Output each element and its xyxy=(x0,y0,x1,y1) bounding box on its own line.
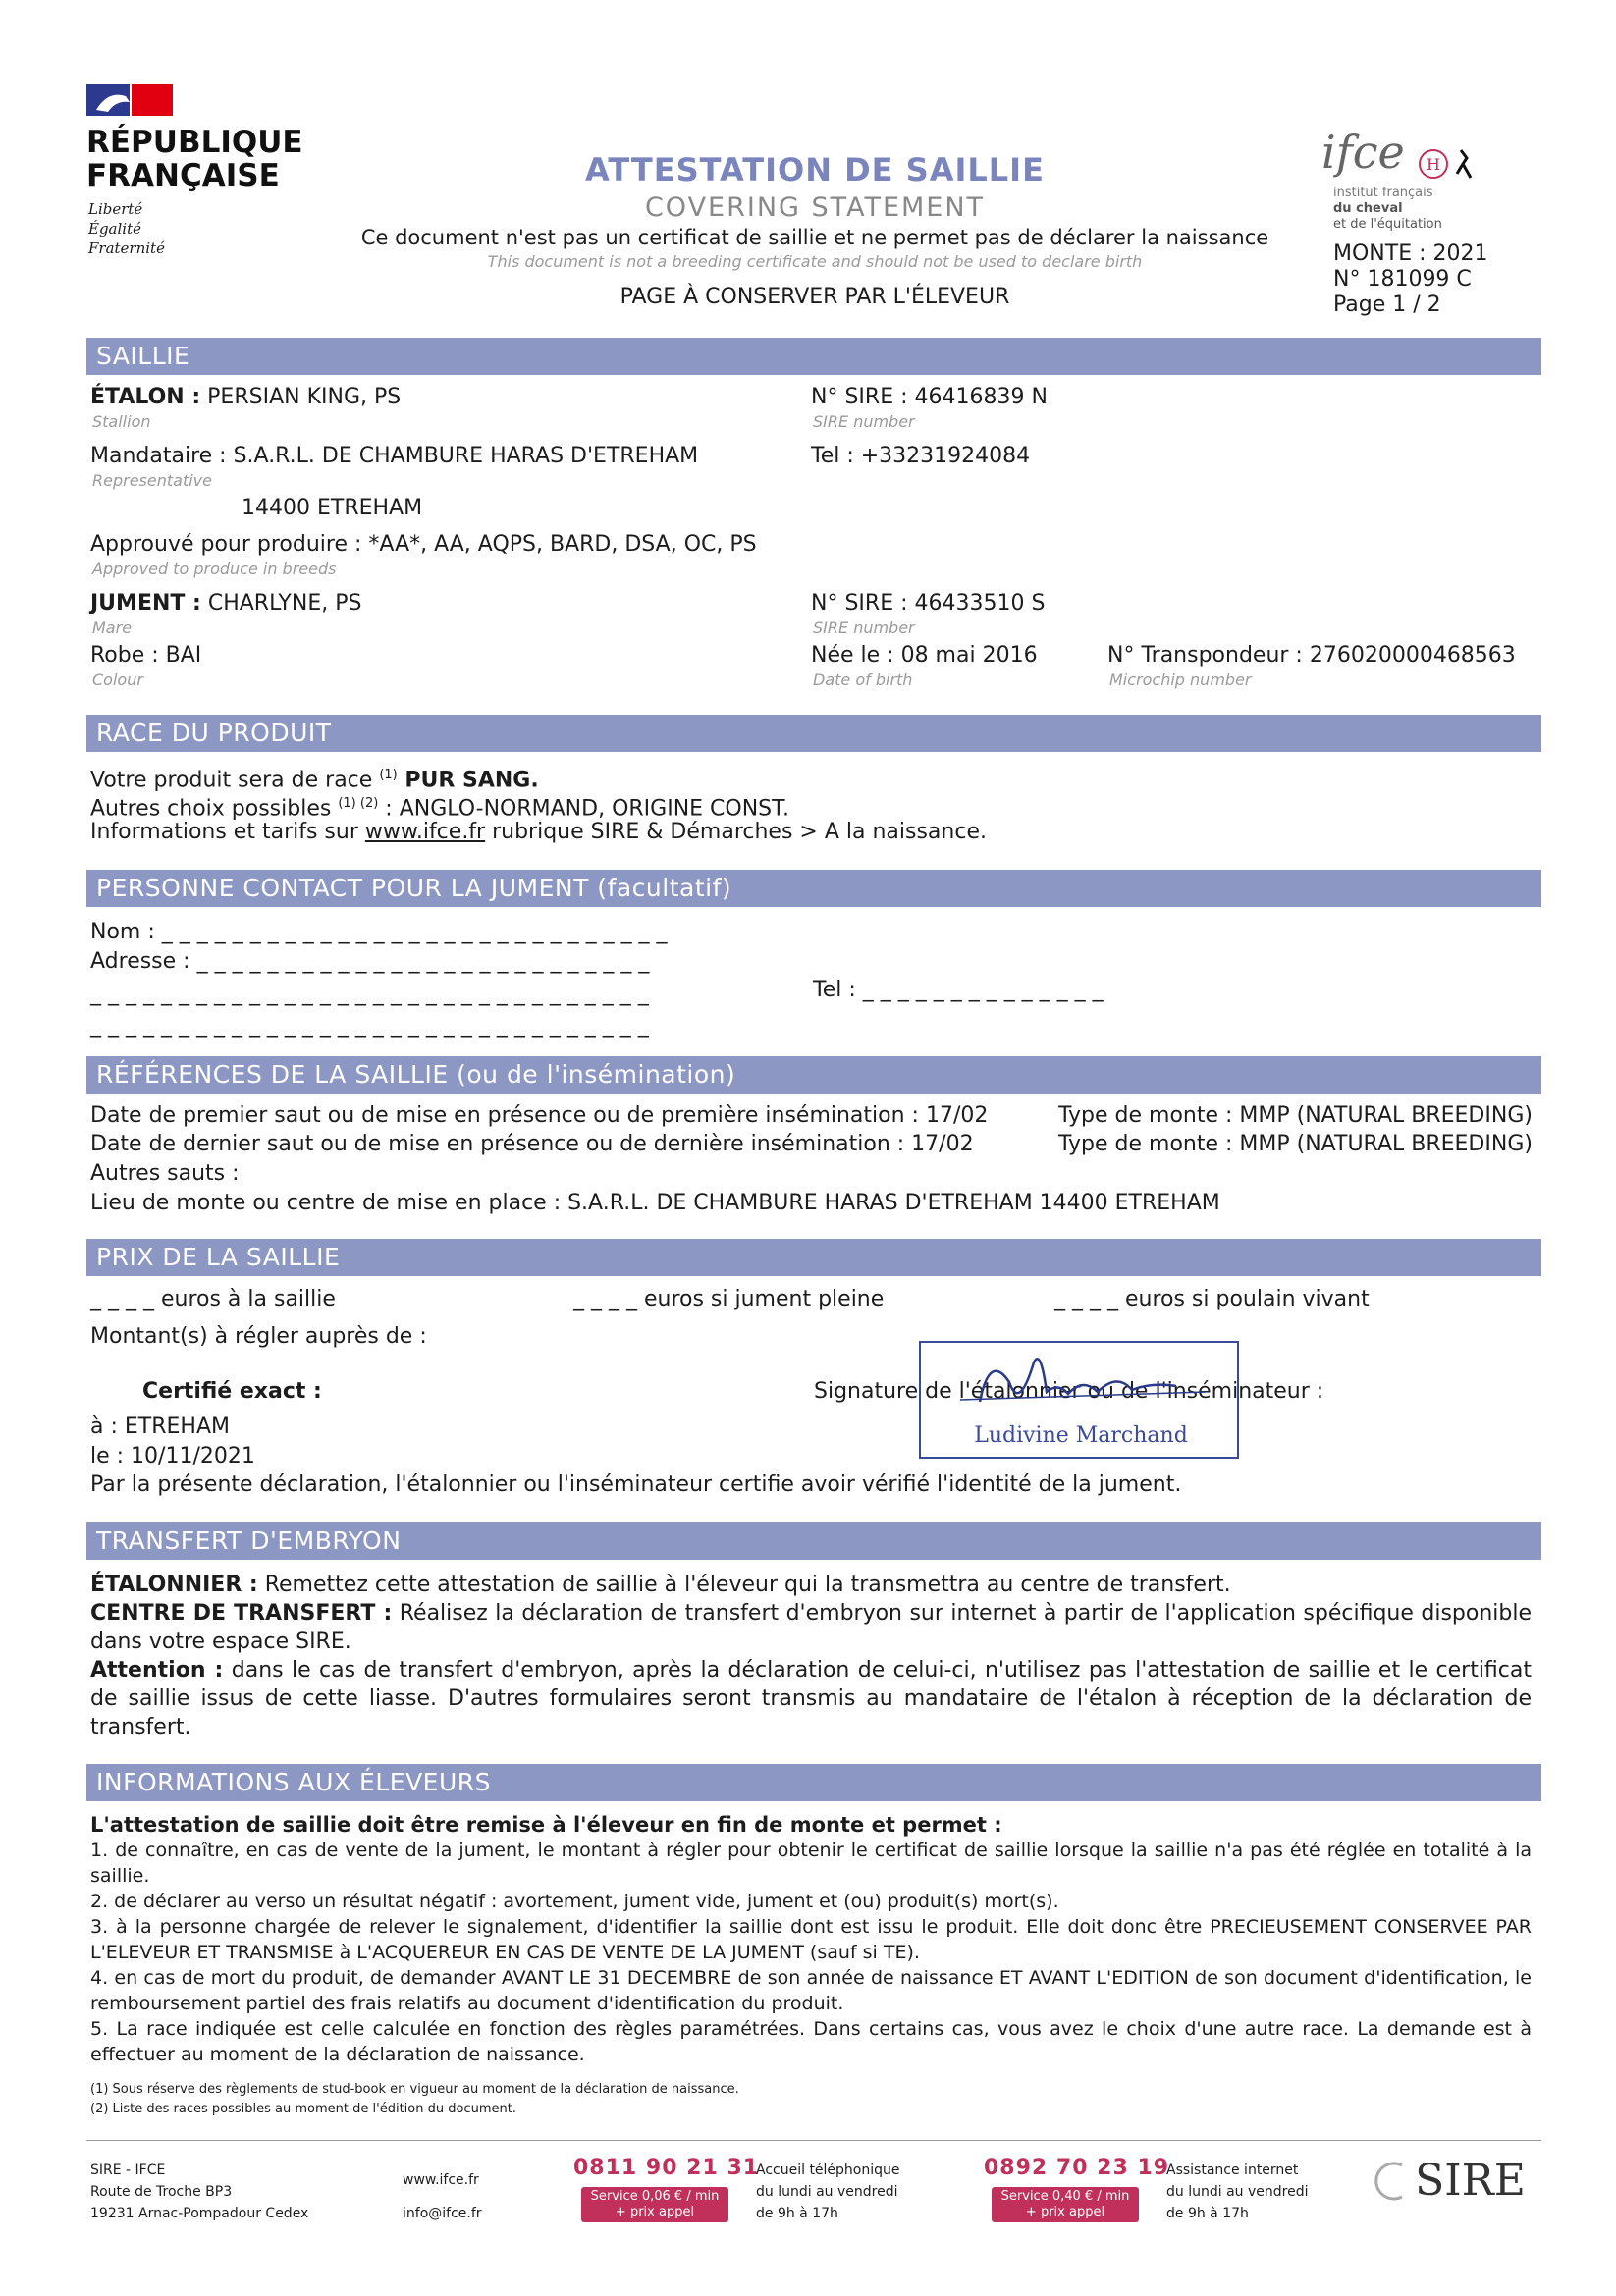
republique-name-2: FRANÇAISE xyxy=(86,158,280,193)
footer-email[interactable]: info@ifce.fr xyxy=(403,2206,482,2221)
price-if-live-foal: _ _ _ _ euros si poulain vivant xyxy=(1054,1287,1370,1311)
page-number: Page 1 / 2 xyxy=(1333,293,1441,317)
sire-logo xyxy=(1374,2156,1526,2206)
ifce-logo-text: ifce xyxy=(1321,126,1405,179)
infos-item-5: 5. La race indiquée est celle calculée en fonction des règles paramétrées. Dans certains cas, vous avez le choix d'une autre race. La demande est à effectuer au moment de la déclaration de naissance. xyxy=(90,2018,1532,2065)
infos-item-3: 3. à la personne chargée de relever le signalement, d'identifier la saillie dont est issu le produit. Elle doit donc être PRECIEUSEMENT CONSERVEE PAR L'ELEVEUR ET TRANSMISE à L'ACQUEREUR EN CAS DE VENTE DE LA JUMENT (sauf si TE). xyxy=(90,1916,1532,1963)
type-monte-2: Type de monte : MMP (NATURAL BREEDING) xyxy=(1058,1132,1533,1156)
certified-label: Certifié exact : xyxy=(142,1379,322,1404)
mandataire-address: 14400 ETREHAM xyxy=(242,496,423,520)
section-infos-heading: INFORMATIONS AUX ÉLEVEURS xyxy=(96,1768,492,1796)
sire-brand: SIRE xyxy=(1415,2156,1526,2206)
sire-arc-icon xyxy=(1374,2160,1410,2203)
document-subtitle: COVERING STATEMENT xyxy=(644,192,986,223)
transfert-etalonnier-text: Remettez cette attestation de saillie à l'éleveur qui la transmettra au centre de transfert. xyxy=(257,1573,1231,1597)
ifce-sub-1: institut français xyxy=(1333,186,1433,200)
footer-org-1: SIRE - IFCE xyxy=(90,2163,166,2178)
section-references-heading: RÉFÉRENCES DE LA SAILLIE (ou de l'insémination) xyxy=(96,1060,736,1089)
phone-2[interactable]: 0892 70 23 19 xyxy=(984,2156,1170,2180)
contact-name-field[interactable]: Nom : _ _ _ _ _ _ _ _ _ _ _ _ _ _ _ _ _ _ _ _ _ _ _ _ _ _ _ _ _ xyxy=(90,920,668,944)
ifce-link[interactable]: www.ifce.fr xyxy=(364,820,486,844)
last-date: Date de dernier saut ou de mise en présence ou de dernière insémination : 17/02 xyxy=(90,1132,974,1156)
signature-label: Signature de l'étalonnier ou de l'inséminateur : xyxy=(814,1379,1324,1404)
birth-date-en: Date of birth xyxy=(813,670,913,689)
republique-logo xyxy=(86,82,175,122)
transfert-para-1 xyxy=(90,1571,1532,1599)
transponder: N° Transpondeur : 276020000468563 xyxy=(1107,643,1516,667)
transfert-etalonnier-label: ÉTALONNIER : xyxy=(90,1573,258,1597)
footer-divider xyxy=(86,2140,1541,2141)
phone-1-pricing-1: Service 0,06 € / min xyxy=(590,2189,720,2204)
first-date: Date de premier saut ou de mise en présence ou de première insémination : 17/02 xyxy=(90,1103,989,1128)
footnote-1: (1) Sous réserve des règlements de stud-book en vigueur au moment de la déclaration de naissance. xyxy=(90,2082,739,2097)
phone-2-pricing-1: Service 0,40 € / min xyxy=(1000,2189,1130,2204)
infos-item-4: 4. en cas de mort du produit, de demander AVANT LE 31 DECEMBRE de son année de naissance ET AVANT L'EDITION de son document d'identification, le remboursement partiel des frais relatifs au document d'identification du produit. xyxy=(90,1967,1532,2014)
contact-address-line-3[interactable]: _ _ _ _ _ _ _ _ _ _ _ _ _ _ _ _ _ _ _ _ _ _ _ _ _ _ _ _ _ _ _ _ xyxy=(90,1013,649,1038)
mandataire: Mandataire : S.A.R.L. DE CHAMBURE HARAS D'ETREHAM xyxy=(90,444,699,468)
motto-1: Liberté xyxy=(88,200,143,218)
keep-notice: PAGE À CONSERVER PAR L'ÉLEVEUR xyxy=(619,285,1010,309)
ifce-logo xyxy=(1321,126,1488,184)
transfert-para-3 xyxy=(90,1656,1532,1741)
section-race-bar xyxy=(86,715,1541,752)
phone-2-pricing xyxy=(992,2187,1139,2222)
section-contact-bar xyxy=(86,870,1541,907)
declaration: Par la présente déclaration, l'étalonnier ou l'inséminateur certifie avoir vérifié l'identité de la jument. xyxy=(90,1472,1182,1497)
phone-1-desc-1: Accueil téléphonique xyxy=(756,2163,900,2178)
infos-item-1: 1. de connaître, en cas de vente de la jument, le montant à régler pour obtenir le certificat de saillie lorsque la saillie n'a pas été réglée en totalité à la saillie. xyxy=(90,1840,1532,1887)
race-line-1-text: Votre produit sera de race xyxy=(90,768,380,793)
contact-address-line-2[interactable]: _ _ _ _ _ _ _ _ _ _ _ _ _ _ _ _ _ _ _ _ _ _ _ _ _ _ _ _ _ _ _ _ xyxy=(90,982,649,1006)
amount-payable-to: Montant(s) à régler auprès de : xyxy=(90,1324,427,1349)
etalon-sire-en: SIRE number xyxy=(813,412,915,431)
etalon-en: Stallion xyxy=(92,412,151,431)
jument-en: Mare xyxy=(92,618,133,637)
transfert-centre-text: Réalisez la déclaration de transfert d'embryon sur internet à partir de l'application spécifique disponible dans votre espace SIRE. xyxy=(90,1601,1532,1654)
disclaimer: Ce document n'est pas un certificat de saillie et ne permet pas de déclarer la naissance xyxy=(360,226,1269,249)
section-transfert-heading: TRANSFERT D'EMBRYON xyxy=(96,1526,402,1555)
jument-sire-en: SIRE number xyxy=(813,618,915,637)
transfert-attention-label: Attention : xyxy=(90,1658,224,1682)
phone-2-desc-2: du lundi au vendredi xyxy=(1166,2184,1309,2200)
transfert-centre-label: CENTRE DE TRANSFERT : xyxy=(90,1601,393,1626)
approved-breeds-en: Approved to produce in breeds xyxy=(92,560,337,578)
jument-label: JUMENT : xyxy=(90,591,201,615)
marianne-flag-icon xyxy=(86,82,175,118)
infos-intro: L'attestation de saillie doit être remise à l'éleveur en fin de monte et permet : xyxy=(90,1813,1002,1837)
svg-text:H: H xyxy=(1426,154,1440,174)
signed-on: le : 10/11/2021 xyxy=(90,1444,255,1468)
section-references-bar xyxy=(86,1056,1541,1094)
motto-3: Fraternité xyxy=(88,240,165,257)
footer-org-2: Route de Troche BP3 xyxy=(90,2184,233,2200)
section-contact-heading: PERSONNE CONTACT POUR LA JUMENT (facultatif) xyxy=(96,874,732,902)
section-prix-heading: PRIX DE LA SAILLIE xyxy=(96,1243,341,1271)
price-if-pregnant: _ _ _ _ euros si jument pleine xyxy=(573,1287,885,1311)
footnote-2: (2) Liste des races possibles au moment de l'édition du document. xyxy=(90,2102,516,2116)
phone-1[interactable]: 0811 90 21 31 xyxy=(573,2156,760,2180)
etalon-value: PERSIAN KING, PS xyxy=(200,385,402,409)
phone-2-desc-3: de 9h à 17h xyxy=(1166,2206,1249,2221)
ifce-sub-2: du cheval xyxy=(1333,201,1403,216)
phone-1-pricing-2: + prix appel xyxy=(615,2205,695,2219)
etalon-sire: N° SIRE : 46416839 N xyxy=(811,385,1048,409)
section-transfert-bar xyxy=(86,1522,1541,1560)
ifce-sub-3: et de l'équitation xyxy=(1333,217,1442,232)
footer-web[interactable]: www.ifce.fr xyxy=(403,2172,479,2188)
race-value: PUR SANG. xyxy=(397,768,539,793)
infos-item-2: 2. de déclarer au verso un résultat négatif : avortement, jument vide, jument et (ou) produit(s) mort(s). xyxy=(90,1891,1059,1912)
phone-1-desc-2: du lundi au vendredi xyxy=(756,2184,898,2200)
robe: Robe : BAI xyxy=(90,643,202,667)
race-line-3-text: Informations et tarifs sur xyxy=(90,820,365,844)
document-title: ATTESTATION DE SAILLIE xyxy=(585,151,1045,188)
race-line-2 xyxy=(90,791,789,822)
price-per-service: _ _ _ _ euros à la saillie xyxy=(90,1287,336,1311)
handwritten-signature-icon xyxy=(921,1343,1241,1421)
etalon-line xyxy=(90,385,401,410)
mandataire-tel: Tel : +33231924084 xyxy=(811,444,1031,468)
phone-2-pricing-2: + prix appel xyxy=(1025,2205,1105,2219)
footnote-ref-2: (1) (2) xyxy=(338,796,379,811)
race-line-2-text: Autres choix possibles xyxy=(90,796,339,822)
phone-1-desc-3: de 9h à 17h xyxy=(756,2206,838,2221)
section-prix-bar xyxy=(86,1239,1541,1276)
republique-name-1: RÉPUBLIQUE xyxy=(86,125,303,160)
transponder-en: Microchip number xyxy=(1109,670,1252,689)
jument-sire: N° SIRE : 46433510 S xyxy=(811,591,1046,615)
phone-2-desc-1: Assistance internet xyxy=(1166,2163,1299,2178)
signature-stamp xyxy=(919,1341,1239,1459)
race-line-3-rest: rubrique SIRE & Démarches > A la naissance. xyxy=(485,820,987,844)
footer-org-3: 19231 Arnac-Pompadour Cedex xyxy=(90,2206,309,2221)
disclaimer-en: This document is not a breeding certificate and should not be used to declare birth xyxy=(487,252,1143,271)
section-saillie-heading: SAILLIE xyxy=(96,342,190,370)
birth-date: Née le : 08 mai 2016 xyxy=(811,643,1038,667)
monte-year: MONTE : 2021 xyxy=(1333,241,1488,266)
type-monte-1: Type de monte : MMP (NATURAL BREEDING) xyxy=(1058,1103,1533,1128)
etalon-label: ÉTALON : xyxy=(90,385,201,409)
other-jumps: Autres sauts : xyxy=(90,1161,240,1186)
section-race-heading: RACE DU PRODUIT xyxy=(96,719,332,747)
document-number: N° 181099 C xyxy=(1333,267,1472,292)
transfert-attention-text: dans le cas de transfert d'embryon, après la déclaration de celui-ci, n'utilisez pas l'attestation de saillie et le certificat de saillie issus de cette liasse. D'autres formulaires seront transmis au mandataire de l'étalon à réception de la déclaration de transfert. xyxy=(90,1658,1532,1739)
motto-2: Égalité xyxy=(88,220,141,238)
stamp-name: Ludivine Marchand xyxy=(974,1423,1188,1448)
breeding-location: Lieu de monte ou centre de mise en place : S.A.R.L. DE CHAMBURE HARAS D'ETREHAM 14400 ETREHAM xyxy=(90,1191,1220,1215)
phone-1-pricing xyxy=(581,2187,728,2222)
jument-value: CHARLYNE, PS xyxy=(200,591,362,615)
race-line-1 xyxy=(90,763,539,793)
ifce-emblem-icon xyxy=(1410,144,1488,184)
race-other-choices: : ANGLO-NORMAND, ORIGINE CONST. xyxy=(378,796,789,822)
mandataire-en: Representative xyxy=(92,471,212,490)
approved-breeds: Approuvé pour produire : *AA*, AA, AQPS, BARD, DSA, OC, PS xyxy=(90,532,757,557)
contact-address-field[interactable]: Adresse : _ _ _ _ _ _ _ _ _ _ _ _ _ _ _ _ _ _ _ _ _ _ _ _ _ _ xyxy=(90,949,650,974)
jument-line xyxy=(90,591,361,616)
signed-at: à : ETREHAM xyxy=(90,1415,230,1439)
race-line-3 xyxy=(90,820,987,845)
contact-tel-field[interactable]: Tel : _ _ _ _ _ _ _ _ _ _ _ _ _ _ xyxy=(813,978,1104,1002)
section-saillie-bar xyxy=(86,338,1541,375)
robe-en: Colour xyxy=(92,670,143,689)
footnote-ref-1: (1) xyxy=(379,768,398,782)
transfert-para-2 xyxy=(90,1599,1532,1656)
section-infos-bar xyxy=(86,1764,1541,1801)
